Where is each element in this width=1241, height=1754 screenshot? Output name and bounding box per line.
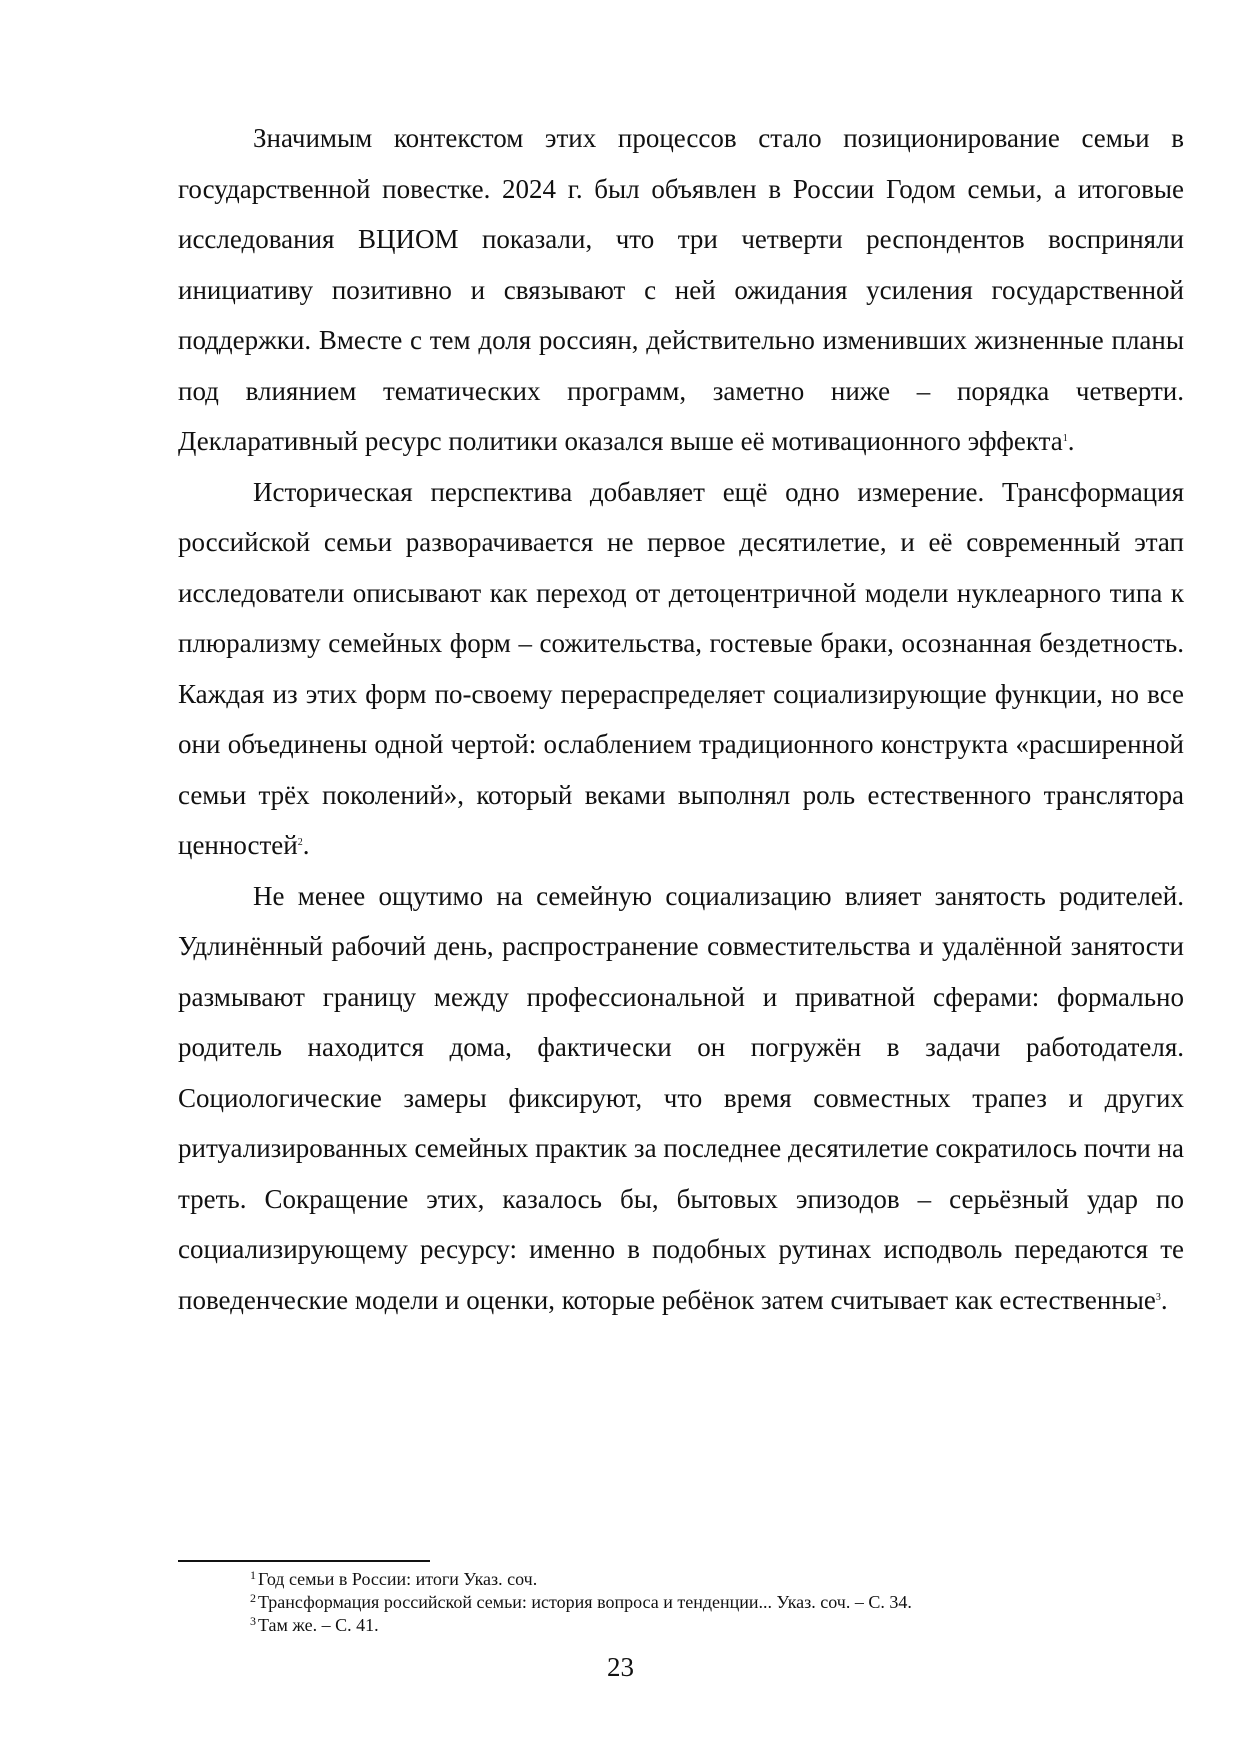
footnote-reference[interactable]: 1 <box>1062 433 1068 444</box>
footnote-reference[interactable]: 3 <box>1155 1291 1161 1303</box>
paragraph <box>178 871 1184 1326</box>
footnote <box>250 1568 1190 1591</box>
paragraph-text: Историческая перспектива добавляет ещё одно измерение. Трансформация российской семьи разворачивается не первое десятилетие, и её современный этап исследователи описывают как переход от детоцентричной модели нуклеарного типа к плюрализму семейных форм – сожительства, гостевые браки, осознанная бездетность. Каждая из этих форм по-своему перераспределяет социализирующие функции, но все они объединены одной чертой: ослаблением традиционного конструкта «расширенной семьи трёх поколений», который веками выполнял роль естественного транслятора ценностей <box>178 476 1184 860</box>
footnote-text: Трансформация российской семьи: история вопроса и тенденции... Указ. соч. – С. 34. <box>258 1592 912 1612</box>
footnote <box>250 1614 1190 1637</box>
footnotes <box>250 1568 1190 1637</box>
footnote-text: Год семьи в России: итоги Указ. соч. <box>258 1569 538 1589</box>
footnote-number: 1 <box>250 1568 256 1582</box>
paragraph-end: . <box>1067 426 1075 456</box>
page-number: 23 <box>607 1652 634 1682</box>
body-text <box>178 113 1184 1325</box>
paragraph <box>178 113 1184 467</box>
paragraph-end: . <box>302 830 310 860</box>
paragraph-text: Значимым контекстом этих процессов стало позиционирование семьи в государственной повестке. 2024 г. был объявлен в России Годом семьи, а итоговые исследования ВЦИОМ показали, что три четверти респондентов восприняли инициативу позитивно и связывают с ней ожидания усиления государственной поддержки. Вместе с тем доля россиян, действительно изменивших жизненные планы под влиянием тематических программ, заметно ниже – порядка четверти. Декларативный ресурс политики оказался выше её мотивационного эффекта <box>178 123 1184 456</box>
footnote-number: 3 <box>250 1614 256 1628</box>
footnote-text: Там же. – С. 41. <box>258 1615 379 1635</box>
paragraph-text: Не менее ощутимо на семейную социализацию влияет занятость родителей. Удлинённый рабочий день, распространение совместительства и удалённой занятости размывают границу между профессиональной и приватной сферами: формально родитель находится дома, фактически он погружён в задачи работодателя. Социологические замеры фиксируют, что время совместных трапез и других ритуализированных семейных практик за последнее десятилетие сократилось почти на треть. Сокращение этих, казалось бы, бытовых эпизодов – серьёзный удар по социализирующему ресурсу: именно в подобных рутинах исподволь передаются те поведенческие модели и оценки, которые ребёнок затем считывает как естественные <box>178 880 1185 1315</box>
footnote-separator <box>178 1560 430 1562</box>
paragraph <box>178 467 1184 871</box>
footnote-reference[interactable]: 2 <box>297 837 303 848</box>
footnote <box>250 1591 1190 1614</box>
paragraph-end: . <box>1160 1284 1168 1315</box>
footnote-number: 2 <box>250 1591 256 1605</box>
